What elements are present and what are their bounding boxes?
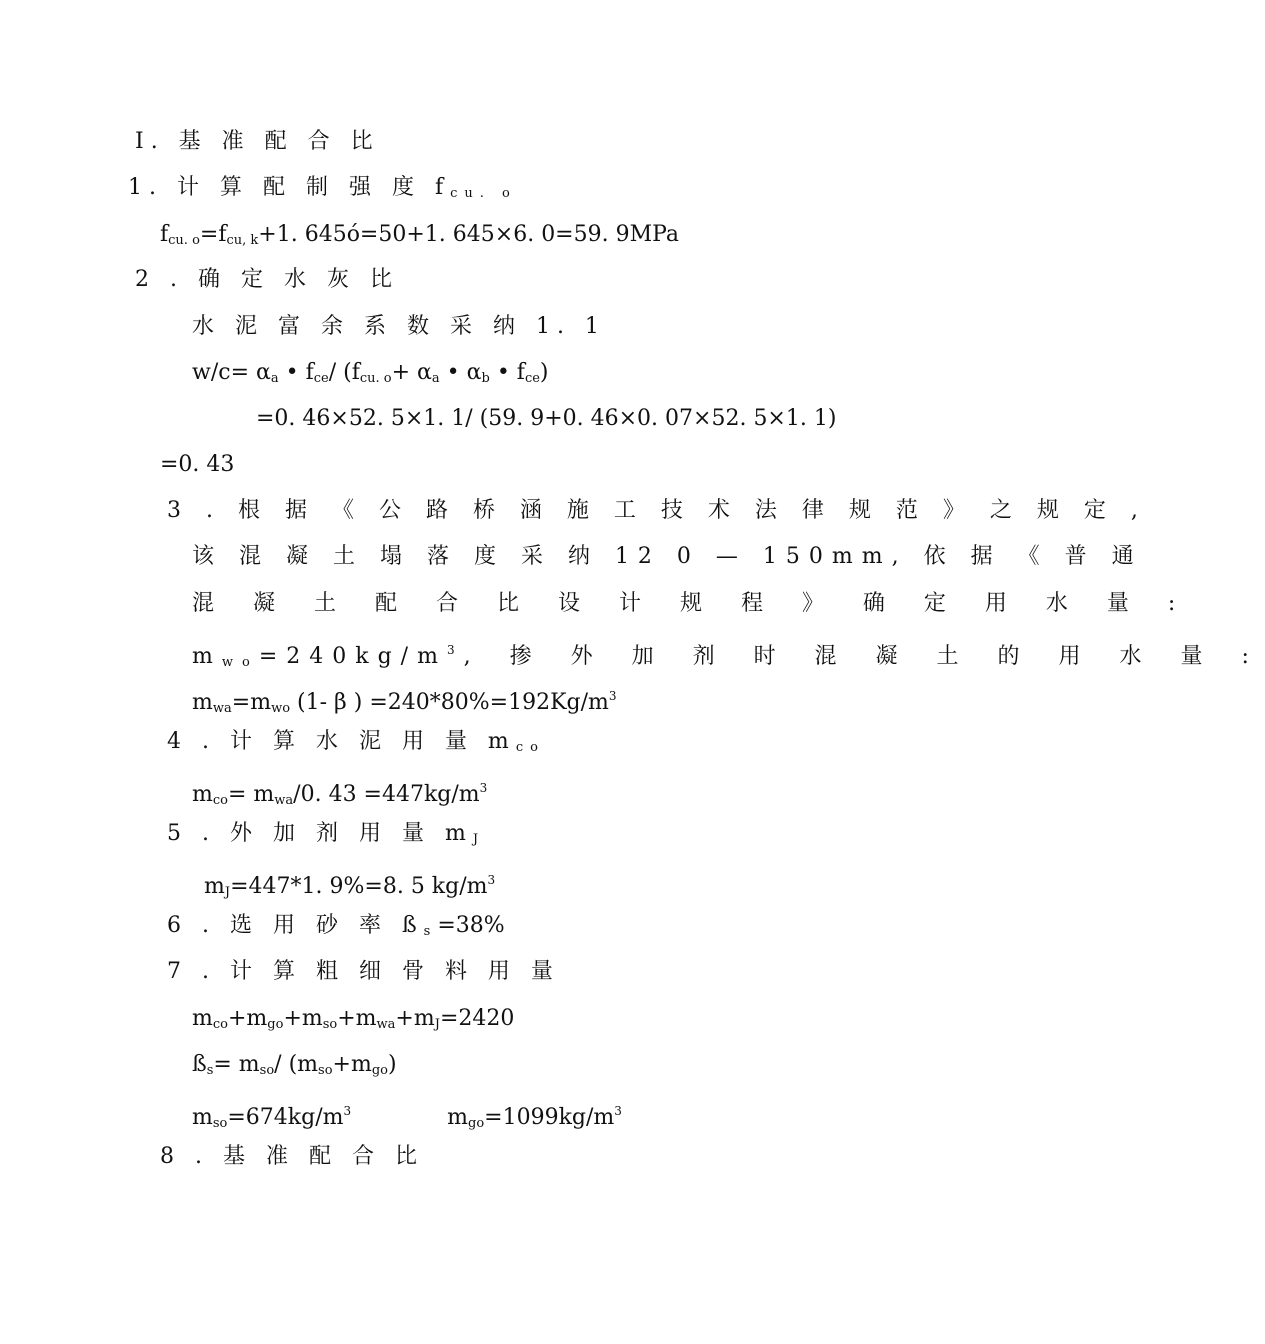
section-7-sand-ratio-formula: ßs= mso/ (mso+mgo) [192,1052,397,1078]
section-4-title: 4 . 计 算 水 泥 用 量 mco [167,729,545,755]
section-2-calc: =0. 46×52. 5×1. 1/ (59. 9+0. 46×0. 07×52. 5×1. 1) [256,406,837,431]
section-8-title: 8 . 基 准 配 合 比 [160,1144,424,1169]
section-3-line1: 3 . 根 据 《 公 路 桥 涵 施 工 技 术 法 律 规 范 》 之 规 定 , [167,498,1147,523]
section-3-line2: 该 混 凝 土 塌 落 度 采 纳 12 0 — 150mm, 依 据 《 普 通 [192,544,1143,569]
section-3-line3: 混 凝 土 配 合 比 设 计 规 程 》 确 定 用 水 量 : [192,591,1192,616]
section-3-water-line: $mwo=240kg/m^3$, 掺 外 加 剂 时 混 凝 土 的 用 水 量 : [192,643,1265,670]
section-7-results: $mso=674kg/m^3$ $mgo=1099kg/m^3$ [192,1104,622,1131]
section-3-admixture-water: mwa=mwo (1- β ) $=240*80\%=192Kg/m^3$ [192,689,617,716]
section-1-formula: fcu. o=fcu, k+1. 645ó=50+1. 645×6. 0=59. 9MPa [160,222,680,248]
heading: Ⅰ. 基 准 配 合 比 [135,129,380,154]
section-2-formula: w/c= αa • fce/ (fcu. o+ αa • αb • fce) [192,360,549,386]
section-4-formula: mco= mwa/0. $43 =447kg/m^3$ [192,781,488,808]
section-2-title: 2 . 确 定 水 灰 比 [135,267,399,292]
section-5-formula: mJ=447*1. 9%=8. 5 $kg/m^3$ [204,873,496,900]
section-6-title: 6 . 选 用 砂 率 ßs=38% [167,913,505,939]
section-1-title: 1. 计 算 配 制 强 度 fcu. o [128,175,517,201]
section-7-title: 7 . 计 算 粗 细 骨 料 用 量 [167,959,560,984]
section-7-sum-formula: mco+mgo+mso+mwa+mJ=2420 [192,1006,515,1032]
section-2-result: =0. 43 [160,452,235,477]
section-2-line1: 水 泥 富 余 系 数 采 纳 1. 1 [192,314,606,339]
section-5-title: 5 . 外 加 剂 用 量 mJ [167,821,486,847]
